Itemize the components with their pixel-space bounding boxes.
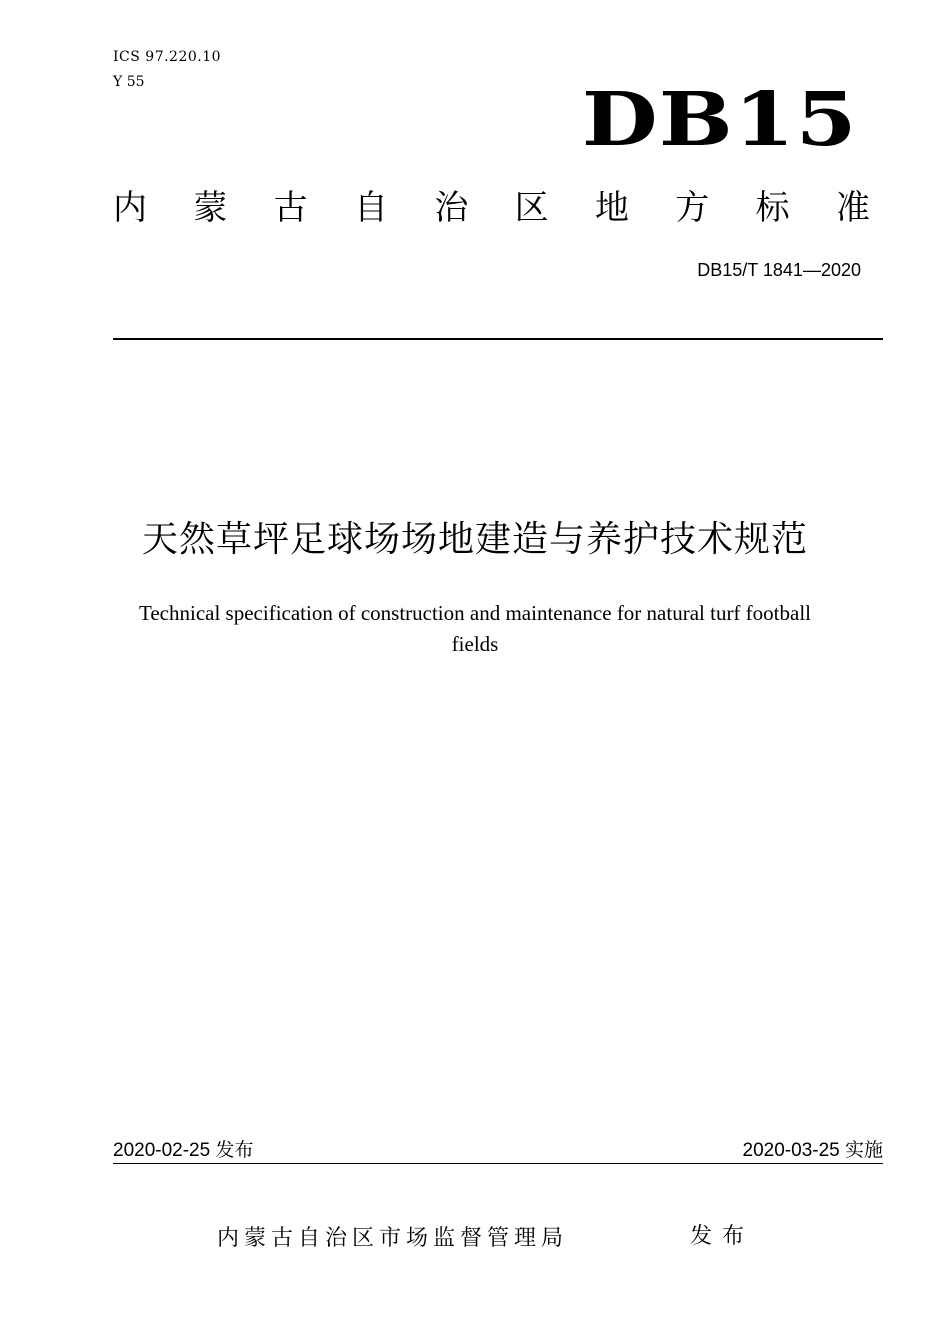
standard-logo: DB15 xyxy=(582,77,858,163)
top-divider xyxy=(113,338,883,340)
standard-type-char: 地 xyxy=(594,188,629,228)
implementation-date: 2020-03-25 实施 xyxy=(742,1140,883,1161)
standard-type-heading xyxy=(113,185,870,231)
publisher-name: 内蒙古自治区市场监督管理局 xyxy=(217,1226,569,1251)
english-title-line-1: Technical specification of construction and maintenance for natural turf football xyxy=(138,601,811,625)
publish-label: 发布 xyxy=(690,1224,755,1249)
bottom-divider xyxy=(113,1163,883,1164)
standard-type-char: 自 xyxy=(353,188,388,228)
standard-type-char: 方 xyxy=(675,188,710,228)
classification-code: Y 55 xyxy=(113,74,145,90)
standard-type-char: 标 xyxy=(755,188,790,228)
standard-type-char: 内 xyxy=(113,188,147,228)
english-title-line-2: fields xyxy=(451,632,499,656)
document-title-english xyxy=(100,598,850,660)
ics-code: ICS 97.220.10 xyxy=(113,49,222,65)
standard-type-char: 准 xyxy=(835,188,870,228)
standard-type-char: 蒙 xyxy=(193,188,228,228)
standard-type-char: 古 xyxy=(273,188,308,228)
standard-type-char: 治 xyxy=(434,188,469,228)
document-title-chinese: 天然草坪足球场场地建造与养护技术规范 xyxy=(141,519,808,560)
issue-date: 2020-02-25 发布 xyxy=(113,1140,254,1161)
standard-number: DB15/T 1841—2020 xyxy=(697,260,861,280)
standard-type-char: 区 xyxy=(514,188,549,228)
